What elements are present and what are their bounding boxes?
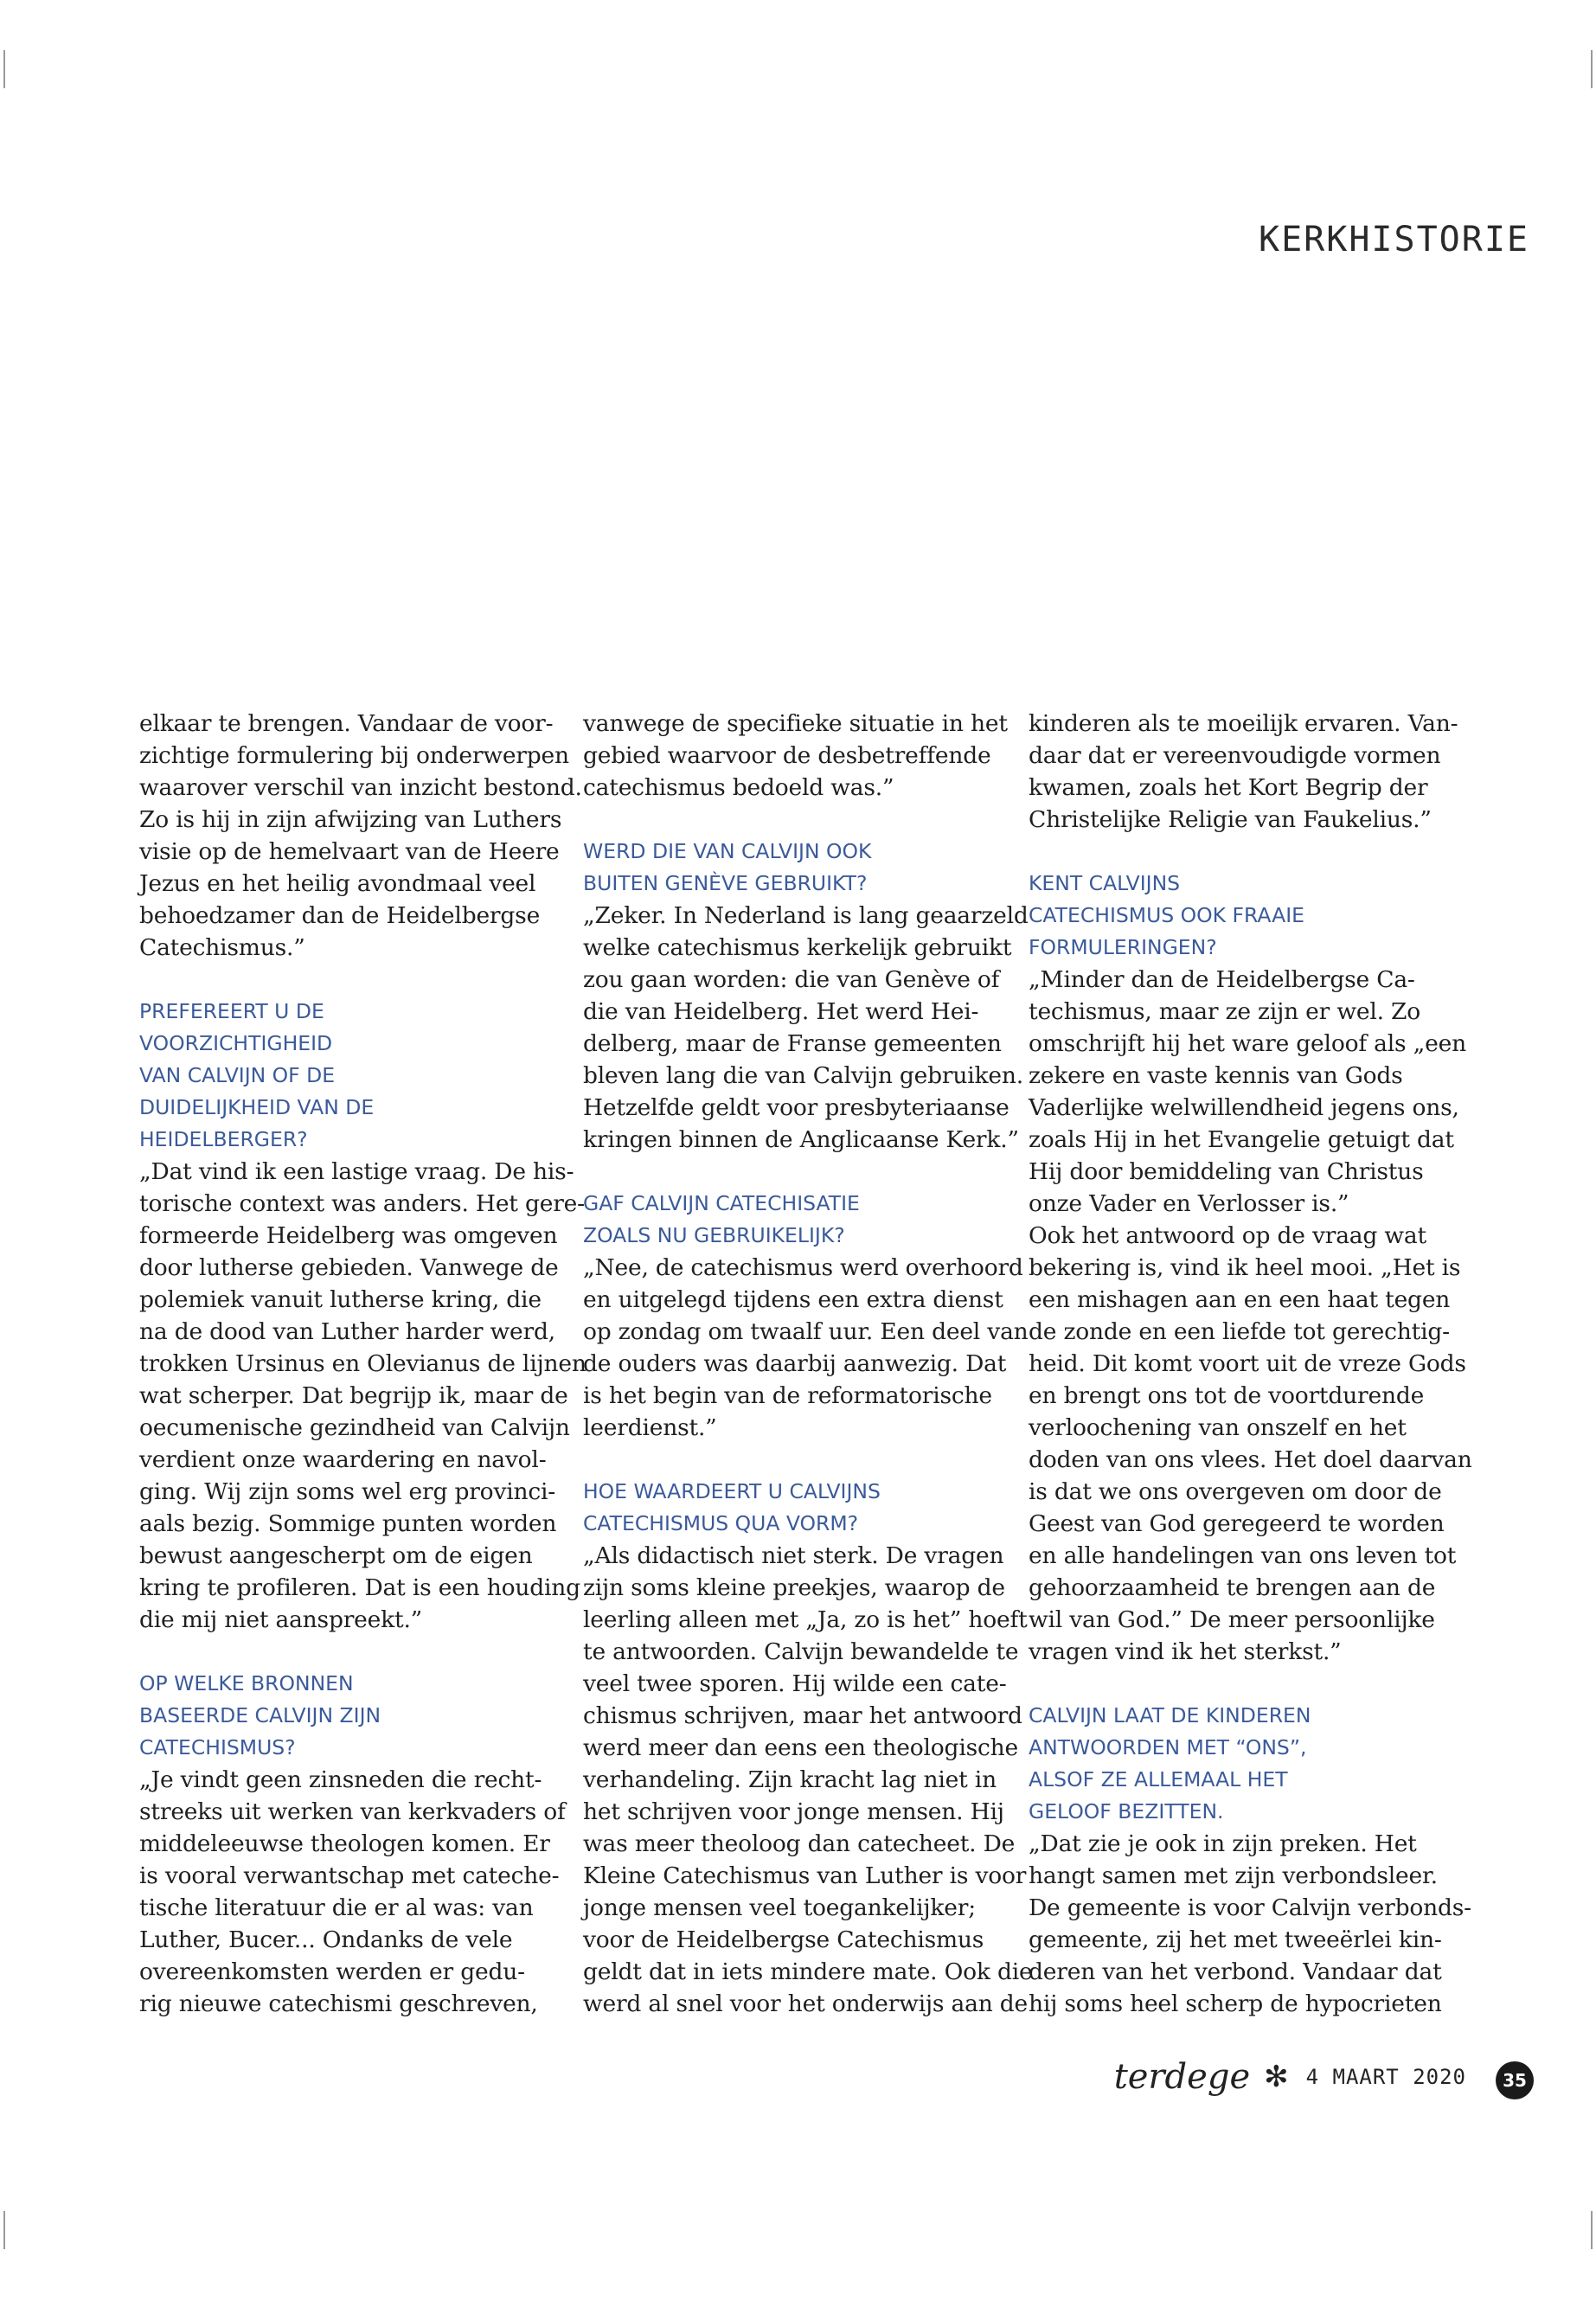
text-line: OP WELKE BRONNEN <box>139 1671 354 1695</box>
text-line: op zondag om twaalf uur. Een deel van <box>583 1318 1029 1345</box>
text-line: „Dat vind ik een lastige vraag. De his- <box>139 1158 574 1185</box>
text-line: een mishagen aan en een haat tegen <box>1029 1286 1451 1313</box>
magazine-brand: terdege <box>1113 2057 1251 2097</box>
crop-mark-top-left <box>3 50 5 88</box>
text-line: daar dat er vereenvoudigde vormen <box>1029 742 1441 769</box>
text-line: visie op de hemelvaart van de Heere <box>139 838 560 865</box>
text-line: veel twee sporen. Hij wilde een cate- <box>583 1670 1007 1697</box>
text-line: leerdienst.” <box>583 1414 717 1441</box>
text-line: die van Heidelberg. Het werd Hei- <box>583 998 979 1025</box>
text-line: „Zeker. In Nederland is lang geaarzeld <box>583 902 1029 929</box>
text-line: bekering is, vind ik heel mooi. „Het is <box>1029 1254 1461 1281</box>
text-line: GELOOF BEZITTEN. <box>1029 1799 1224 1823</box>
text-line: „Als didactisch niet sterk. De vragen <box>583 1542 1004 1569</box>
text-line: voor de Heidelbergse Catechismus <box>583 1926 984 1953</box>
question-heading <box>583 836 1011 900</box>
crop-mark-bottom-left <box>3 2211 5 2249</box>
text-line: rig nieuwe catechismi geschreven, <box>139 1990 538 2017</box>
text-line: FORMULERINGEN? <box>1029 935 1217 959</box>
text-line: WERD DIE VAN CALVIJN OOK <box>583 839 872 863</box>
text-line: DUIDELIJKHEID VAN DE <box>139 1095 375 1119</box>
text-line: gebied waarvoor de desbetreffende <box>583 742 991 769</box>
column-1 <box>139 708 586 2020</box>
text-line: kwamen, zoals het Kort Begrip der <box>1029 774 1428 801</box>
text-line: „Minder dan de Heidelbergse Ca- <box>1029 966 1415 993</box>
text-line: CATECHISMUS? <box>139 1735 296 1759</box>
text-line: „Je vindt geen zinsneden die recht- <box>139 1766 542 1793</box>
text-line: De gemeente is voor Calvijn verbonds- <box>1029 1894 1471 1921</box>
text-line: de ouders was daarbij aanwezig. Dat <box>583 1350 1007 1377</box>
text-line: zijn soms kleine preekjes, waarop de <box>583 1574 1005 1601</box>
question-heading <box>583 1188 1011 1252</box>
text-line: Christelijke Religie van Faukelius.” <box>1029 806 1432 833</box>
text-line: trokken Ursinus en Olevianus de lijnen <box>139 1350 586 1377</box>
text-line: kringen binnen de Anglicaanse Kerk.” <box>583 1126 1019 1153</box>
text-line: werd al snel voor het onderwijs aan de <box>583 1990 1029 2017</box>
answer-paragraph <box>1029 964 1472 1668</box>
crop-mark-top-right <box>1591 50 1593 88</box>
text-line: HOE WAARDEERT U CALVIJNS <box>583 1479 881 1503</box>
text-line: oecumenische gezindheid van Calvijn <box>139 1414 570 1441</box>
text-line: bewust aangescherpt om de eigen <box>139 1542 533 1569</box>
text-line: onze Vader en Verlosser is.” <box>1029 1190 1349 1217</box>
text-line: PREFEREERT U DE <box>139 999 324 1023</box>
text-line: die mij niet aanspreekt.” <box>139 1606 423 1633</box>
answer-paragraph <box>139 708 582 964</box>
text-line: CALVIJN LAAT DE KINDEREN <box>1029 1703 1311 1727</box>
text-line: techismus, maar ze zijn er wel. Zo <box>1029 998 1421 1025</box>
page-footer <box>1114 2057 1466 2097</box>
text-line: werd meer dan eens een theologische <box>583 1734 1018 1761</box>
text-line: behoedzamer dan de Heidelbergse <box>139 902 541 929</box>
text-line: tische literatuur die er al was: van <box>139 1894 534 1921</box>
text-line: geldt dat in iets mindere mate. Ook die <box>583 1958 1033 1985</box>
answer-paragraph <box>1029 708 1457 836</box>
text-line: verdient onze waardering en navol- <box>139 1446 547 1473</box>
text-line: Luther, Bucer... Ondanks de vele <box>139 1926 513 1953</box>
text-line: „Dat zie je ook in zijn preken. Het <box>1029 1830 1417 1857</box>
text-line: BASEERDE CALVIJN ZIJN <box>139 1703 381 1727</box>
text-line: elkaar te brengen. Vandaar de voor- <box>139 710 554 737</box>
text-line: Jezus en het heilig avondmaal veel <box>139 870 536 897</box>
text-line: zekere en vaste kennis van Gods <box>1029 1062 1403 1089</box>
text-line: catechismus bedoeld was.” <box>583 774 894 801</box>
text-line: waarover verschil van inzicht bestond. <box>139 774 582 801</box>
page-number-badge: 35 <box>1496 2061 1534 2099</box>
answer-paragraph <box>1029 1828 1471 2020</box>
answer-paragraph <box>583 1540 1033 2020</box>
text-line: na de dood van Luther harder werd, <box>139 1318 555 1345</box>
column-2 <box>583 708 1033 2020</box>
issue-date: 4 MAART 2020 <box>1305 2065 1466 2089</box>
asterisk-separator-icon: ✻ <box>1264 2060 1289 2094</box>
text-line: zichtige formulering bij onderwerpen <box>139 742 569 769</box>
text-line: VAN CALVIJN OF DE <box>139 1063 336 1087</box>
text-line: te antwoorden. Calvijn bewandelde te <box>583 1638 1019 1665</box>
question-heading <box>139 996 567 1156</box>
text-line: CATECHISMUS QUA VORM? <box>583 1511 859 1535</box>
question-heading <box>1029 1700 1457 1828</box>
text-line: deren van het verbond. Vandaar dat <box>1029 1958 1442 1985</box>
text-line: en uitgelegd tijdens een extra dienst <box>583 1286 1003 1313</box>
text-line: gehoorzaamheid te brengen aan de <box>1029 1574 1436 1601</box>
text-line: en brengt ons tot de voortdurende <box>1029 1382 1425 1409</box>
text-line: CATECHISMUS OOK FRAAIE <box>1029 903 1305 927</box>
text-line: Ook het antwoord op de vraag wat <box>1029 1222 1426 1249</box>
column-3 <box>1029 708 1472 2020</box>
text-line: ALSOF ZE ALLEMAAL HET <box>1029 1767 1288 1791</box>
answer-paragraph <box>139 1764 567 2020</box>
text-line: overeenkomsten werden er gedu- <box>139 1958 525 1985</box>
text-line: torische context was anders. Het gere- <box>139 1190 585 1217</box>
text-line: ZOALS NU GEBRUIKELIJK? <box>583 1223 845 1247</box>
text-line: is vooral verwantschap met cateche- <box>139 1862 560 1889</box>
answer-paragraph <box>583 708 1011 804</box>
text-line: aals bezig. Sommige punten worden <box>139 1510 557 1537</box>
text-line: kring te profileren. Dat is een houding <box>139 1574 580 1601</box>
text-line: VOORZICHTIGHEID <box>139 1031 333 1055</box>
crop-mark-bottom-right <box>1591 2211 1593 2249</box>
text-line: streeks uit werken van kerkvaders of <box>139 1798 566 1825</box>
text-line: en alle handelingen van ons leven tot <box>1029 1542 1457 1569</box>
answer-paragraph <box>583 900 1029 1156</box>
text-line: KENT CALVIJNS <box>1029 871 1181 895</box>
question-heading <box>1029 868 1457 964</box>
text-line: ging. Wij zijn soms wel erg provinci- <box>139 1478 556 1505</box>
text-line: het schrijven voor jonge mensen. Hij <box>583 1798 1004 1825</box>
text-line: vanwege de specifieke situatie in het <box>583 710 1008 737</box>
text-line: jonge mensen veel toegankelijker; <box>583 1894 976 1921</box>
text-line: bleven lang die van Calvijn gebruiken. <box>583 1062 1023 1089</box>
text-line: was meer theoloog dan catecheet. De <box>583 1830 1016 1857</box>
section-label: KERKHISTORIE <box>1259 220 1529 260</box>
text-line: gemeente, zij het met tweeërlei kin- <box>1029 1926 1442 1953</box>
text-line: Hij door bemiddeling van Christus <box>1029 1158 1424 1185</box>
text-line: zoals Hij in het Evangelie getuigt dat <box>1029 1126 1454 1153</box>
text-line: wat scherper. Dat begrijp ik, maar de <box>139 1382 568 1409</box>
text-line: Vaderlijke welwillendheid jegens ons, <box>1029 1094 1459 1121</box>
text-line: de zonde en een liefde tot gerechtig- <box>1029 1318 1450 1345</box>
text-line: middeleeuwse theologen komen. Er <box>139 1830 550 1857</box>
text-line: is dat we ons overgeven om door de <box>1029 1478 1442 1505</box>
text-line: is het begin van de reformatorische <box>583 1382 992 1409</box>
text-line: BUITEN GENÈVE GEBRUIKT? <box>583 871 868 895</box>
text-line: door lutherse gebieden. Vanwege de <box>139 1254 559 1281</box>
text-line: Geest van God geregeerd te worden <box>1029 1510 1445 1537</box>
text-line: Hetzelfde geldt voor presbyteriaanse <box>583 1094 1010 1121</box>
text-line: wil van God.” De meer persoonlijke <box>1029 1606 1435 1633</box>
answer-paragraph <box>139 1156 586 1636</box>
text-line: omschrijft hij het ware geloof als „een <box>1029 1030 1467 1057</box>
text-line: heid. Dit komt voort uit de vreze Gods <box>1029 1350 1466 1377</box>
text-line: GAF CALVIJN CATECHISATIE <box>583 1191 860 1215</box>
text-line: doden van ons vlees. Het doel daarvan <box>1029 1446 1472 1473</box>
text-line: formeerde Heidelberg was omgeven <box>139 1222 558 1249</box>
text-line: leerling alleen met „Ja, zo is het” hoeft <box>583 1606 1028 1633</box>
text-line: zou gaan worden: die van Genève of <box>583 966 1000 993</box>
text-line: verloochening van onszelf en het <box>1029 1414 1407 1441</box>
text-line: verhandeling. Zijn kracht lag niet in <box>583 1766 997 1793</box>
question-heading <box>139 1668 567 1764</box>
text-line: kinderen als te moeilijk ervaren. Van- <box>1029 710 1458 737</box>
text-line: chismus schrijven, maar het antwoord <box>583 1702 1022 1729</box>
text-line: Kleine Catechismus van Luther is voor <box>583 1862 1027 1889</box>
text-line: delberg, maar de Franse gemeenten <box>583 1030 1002 1057</box>
text-line: polemiek vanuit lutherse kring, die <box>139 1286 542 1313</box>
text-line: vragen vind ik het sterkst.” <box>1029 1638 1342 1665</box>
question-heading <box>583 1476 1011 1540</box>
text-line: „Nee, de catechismus werd overhoord <box>583 1254 1023 1281</box>
text-line: welke catechismus kerkelijk gebruikt <box>583 934 1012 961</box>
text-line: hangt samen met zijn verbondsleer. <box>1029 1862 1438 1889</box>
text-line: HEIDELBERGER? <box>139 1127 308 1151</box>
text-line: Zo is hij in zijn afwijzing van Luthers <box>139 806 562 833</box>
answer-paragraph <box>583 1252 1029 1444</box>
text-line: Catechismus.” <box>139 934 305 961</box>
text-line: ANTWOORDEN MET “ONS”, <box>1029 1735 1307 1759</box>
text-line: hij soms heel scherp de hypocrieten <box>1029 1990 1442 2017</box>
